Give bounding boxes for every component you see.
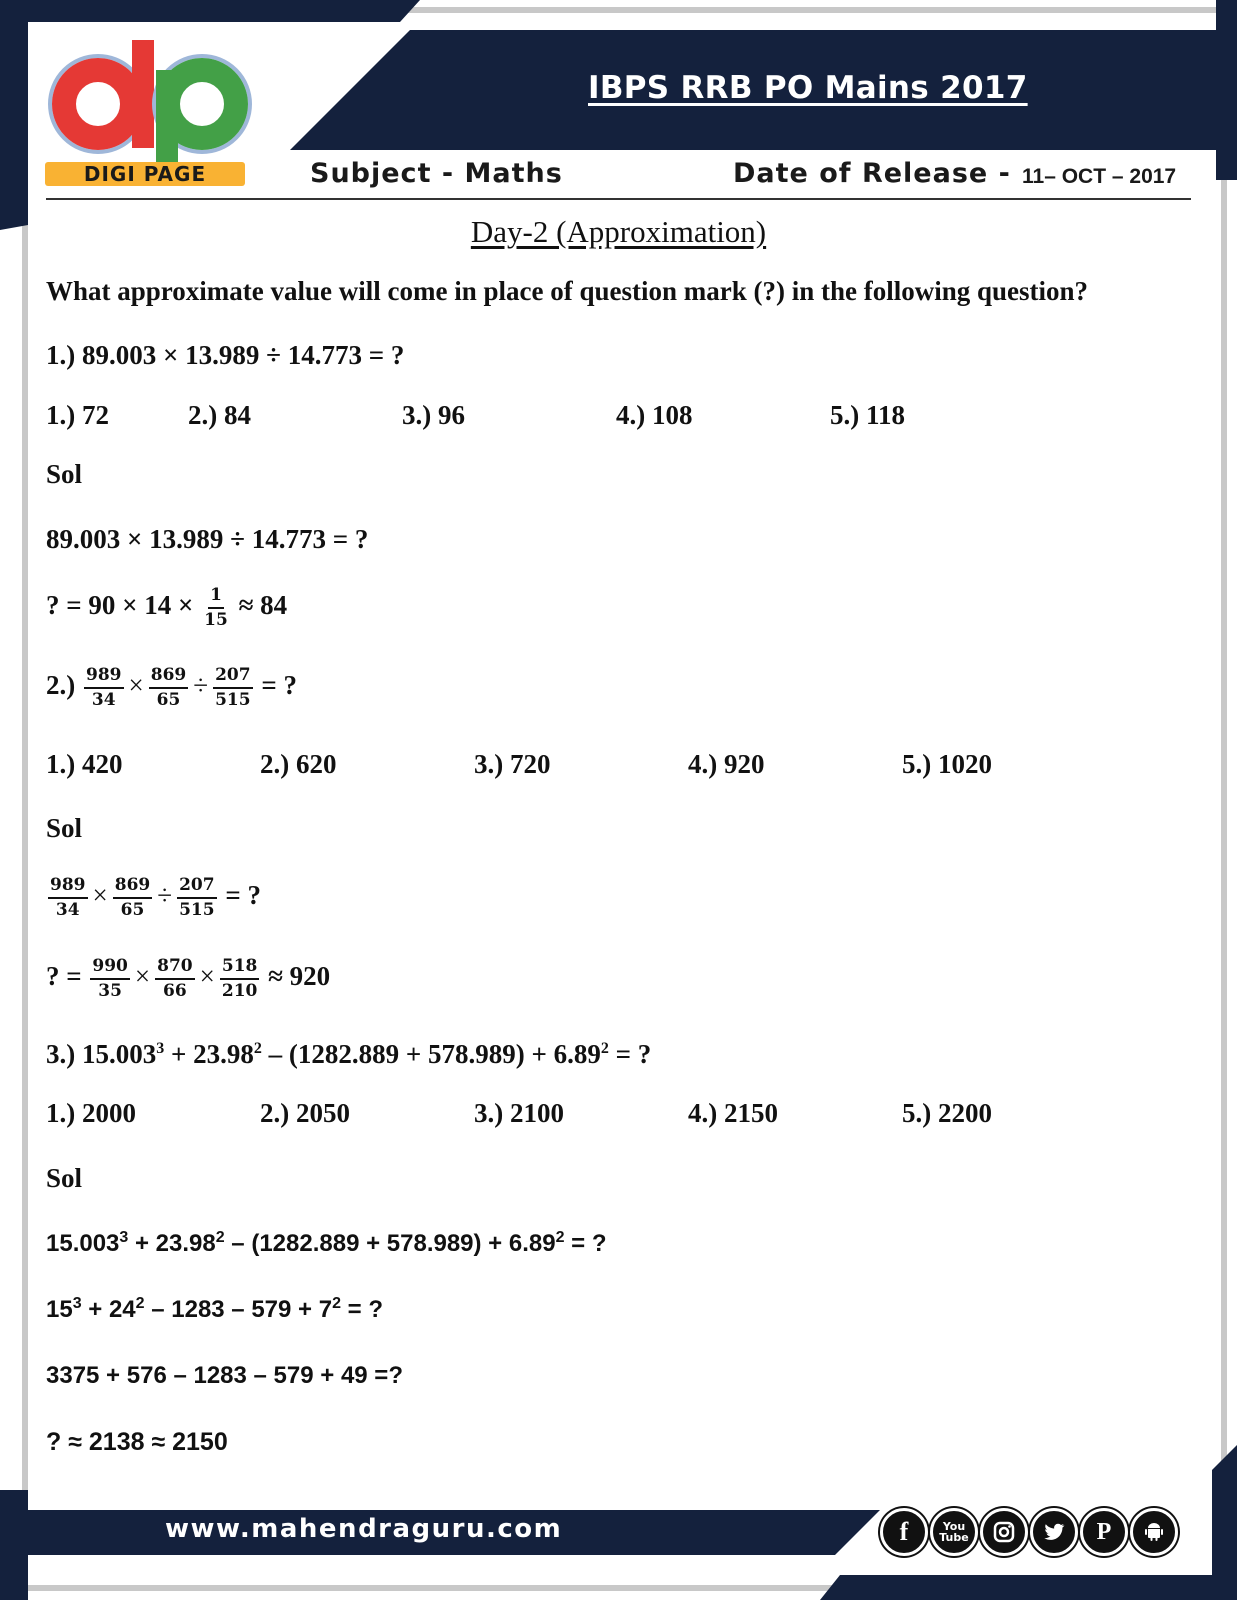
q2-sol-fraction-5: $\frac{870}{66}$	[157, 956, 193, 1001]
q3-option-2: 2.) 2050	[260, 1098, 350, 1128]
q2-fraction-3: $\frac{207}{515}$	[215, 665, 251, 710]
youtube-icon[interactable]: You Tube	[930, 1508, 978, 1556]
q3-option-1: 1.) 2000	[46, 1098, 136, 1128]
q1-option-3: 3.) 96	[402, 400, 465, 430]
q1-sol-line-2: ? = 90 × 14 × $\frac{1}{15}$ ≈ 84	[46, 585, 288, 630]
q2-fraction-2: $\frac{869}{65}$	[150, 665, 187, 710]
release-date: 11– OCT – 2017	[1022, 165, 1177, 188]
logo-text: DIGI PAGE	[83, 162, 207, 186]
q2-option-1: 1.) 420	[46, 749, 123, 779]
q3-sol-line-3: 3375 + 576 – 1283 – 579 + 49 =?	[46, 1362, 403, 1389]
q2-sol-line-2: ? = $\frac{990}{35}$ × $\frac{870}{66}$ × $\frac{518}{210}$ ≈ 920	[46, 956, 331, 1001]
q2-sol-label: Sol	[46, 813, 83, 843]
q2-sol-fraction-1: $\frac{989}{34}$	[50, 875, 86, 920]
android-icon[interactable]	[1130, 1508, 1178, 1556]
instructions: What approximate value will come in place of question mark (?) in the following question?	[46, 276, 1089, 306]
twitter-icon[interactable]	[1030, 1508, 1078, 1556]
pinterest-icon[interactable]: P	[1080, 1508, 1128, 1556]
q2-sol-fraction-6: $\frac{518}{210}$	[221, 956, 258, 1001]
q2-option-2: 2.) 620	[260, 749, 337, 779]
q1-option-1: 1.) 72	[46, 400, 109, 430]
document-title: IBPS RRB PO Mains 2017	[588, 70, 1028, 106]
q3-sol-label: Sol	[46, 1163, 83, 1193]
subject-label: Subject - Maths	[310, 158, 563, 189]
q1-sol-fraction: $\frac{1}{15}$	[204, 585, 228, 630]
q2-fraction-1: $\frac{989}{34}$	[86, 665, 122, 710]
digipage-logo	[40, 32, 255, 192]
q2-sol-fraction-3: $\frac{207}{515}$	[179, 875, 215, 920]
q2-sol-line-1: $\frac{989}{34}$ × $\frac{869}{65}$ ÷ $\frac{207}{515}$ = ?	[50, 875, 261, 920]
q1-sol-label: Sol	[46, 459, 83, 489]
q3-option-3: 3.) 2100	[474, 1098, 564, 1128]
instagram-icon[interactable]	[980, 1508, 1028, 1556]
facebook-icon[interactable]: f	[880, 1508, 928, 1556]
q2-option-4: 4.) 920	[688, 749, 765, 779]
q1-option-5: 5.) 118	[830, 400, 906, 430]
q2-option-3: 3.) 720	[474, 749, 551, 779]
q2-sol-fraction-2: $\frac{869}{65}$	[114, 875, 151, 920]
day-title: Day-2 (Approximation)	[470, 214, 767, 249]
q2-option-5: 5.) 1020	[902, 749, 992, 779]
q1-option-2: 2.) 84	[188, 400, 251, 430]
q1-sol-line-1: 89.003 × 13.989 ÷ 14.773 = ?	[46, 524, 369, 554]
question-2: 2.) $\frac{989}{34}$ × $\frac{869}{65}$ ÷ $\frac{207}{515}$ = ?	[46, 665, 297, 710]
q3-option-4: 4.) 2150	[688, 1098, 778, 1128]
q3-sol-line-4: ? ≈ 2138 ≈ 2150	[46, 1428, 228, 1456]
q1-option-4: 4.) 108	[616, 400, 693, 430]
question-3: 3.) $15.003^3 + 23.98^2 - (1282.889 + 578.989) + 6.89^2$ = ?	[46, 1039, 652, 1069]
q3-sol-line-1: $15.003^3 + 23.98^2 - (1282.889 + 578.989) + 6.89^2$ = ?	[46, 1229, 607, 1257]
q3-option-5: 5.) 2200	[902, 1098, 992, 1128]
footer-url[interactable]: www.mahendraguru.com	[165, 1514, 563, 1544]
question-1: 1.) 89.003 × 13.989 ÷ 14.773 = ?	[46, 340, 405, 370]
release-label: Date of Release -	[733, 158, 1011, 189]
q2-sol-fraction-4: $\frac{990}{35}$	[92, 956, 128, 1001]
q3-sol-line-2: $15^3 + 24^2 - 1283 - 579 + 7^2$ = ?	[46, 1295, 383, 1323]
